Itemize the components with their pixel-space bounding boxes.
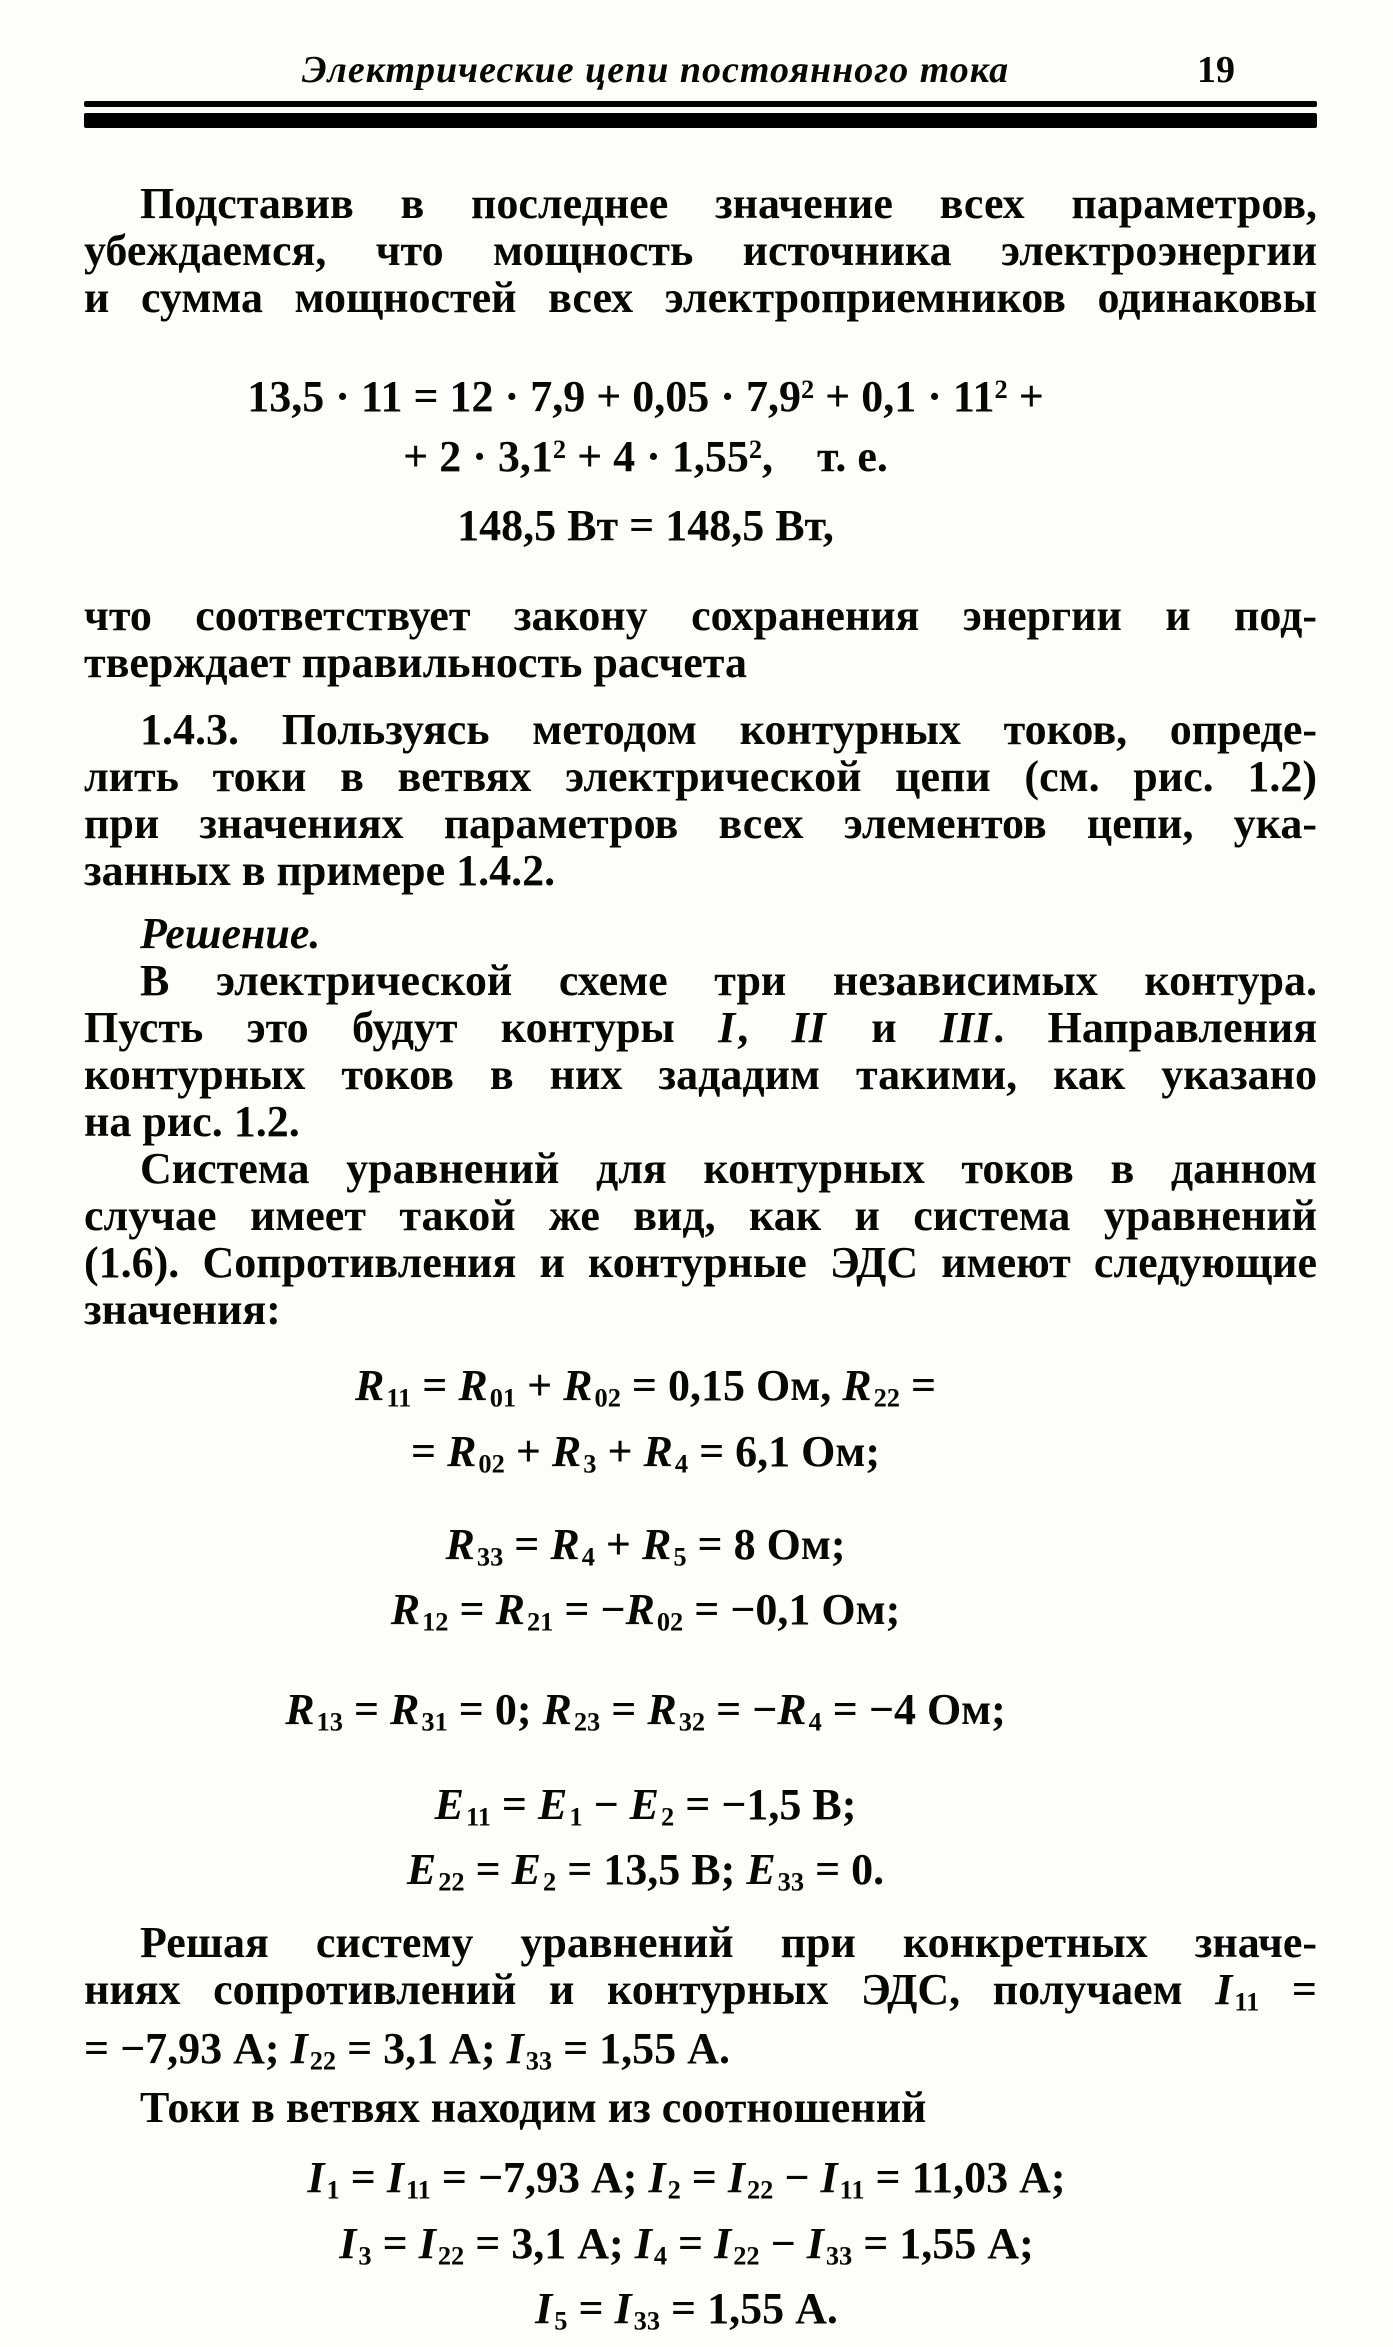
- equation-r11-r22: [84, 1359, 1317, 1490]
- text-line: = $R_{02} + R_3 + R_4 = 6,1$ Ом;: [410, 1426, 881, 1479]
- paragraph-energy-conservation: [84, 592, 1317, 686]
- text-line: $R_{33} = R_4 + R_5 = 8$ Ом;: [445, 1520, 846, 1572]
- text-line: Токи в ветвях находим из соотношений: [140, 2083, 927, 2133]
- paragraph-equation-system: [84, 1145, 1317, 1333]
- text-line: Решение.: [140, 909, 321, 959]
- solution-label: [84, 910, 1317, 957]
- text-line: Система уравнений для контурных токов в данном: [140, 1144, 1317, 1194]
- equation-contour-emf: [84, 1778, 1317, 1909]
- equation-r13-r23: [84, 1683, 1317, 1748]
- text-line: $R_{13} = R_{31} = 0$; $R_{23} = R_{32} = -R_4 = -4$ Ом;: [285, 1684, 1006, 1737]
- text-line: лить токи в ветвях электрической цепи (см. рис. 1.2): [84, 752, 1317, 802]
- text-line: $R_{11} = R_{01} + R_{02} = 0,15$ Ом, $R_{22}$ =: [354, 1361, 937, 1413]
- text-line: (1.6). Сопротивления и контурные ЭДС имеют следующие: [84, 1238, 1317, 1288]
- text-line: = −7,93 А; $I_{22} = 3,1$ А; $I_{33} = 1,55$ А.: [84, 2024, 730, 2076]
- header-rule-thin: [84, 101, 1317, 107]
- text-line: $I_1 = I_{11} = -7,93$ А; $I_2 = I_{22} - I_{11} = 11,03$ А;: [307, 2153, 1066, 2205]
- text-line: $13,5 \cdot 11 = 12 \cdot 7,9 + 0,05 \cdot 7,9^2 + 0,1 \cdot 11^2$ +: [247, 372, 1044, 422]
- text-line: тверждает правильность расчета: [84, 638, 747, 688]
- paragraph-problem-1-4-3: [84, 706, 1317, 894]
- text-line: что соответствует закону сохранения энергии и под-: [84, 591, 1317, 641]
- header-rule-thick: [84, 113, 1317, 128]
- paragraph-three-contours: [84, 957, 1317, 1145]
- equation-branch-currents: [84, 2151, 1317, 2347]
- text-line: убеждаемся, что мощность источника электроэнергии: [84, 226, 1317, 275]
- text-line: + $2 \cdot 3,1^2 + 4 \cdot 1,55^2$, т. е.: [403, 432, 888, 482]
- text-line: Подставив в последнее значение всех параметров,: [140, 179, 1317, 228]
- text-line: $I_3 = I_{22} = 3,1$ А; $I_4 = I_{22} - I_{33} = 1,55$ А;: [339, 2218, 1034, 2270]
- text-line: на рис. 1.2.: [84, 1097, 300, 1147]
- text-line: 1.4.3. Пользуясь методом контурных токов, опреде-: [140, 705, 1317, 755]
- paragraph-solving-system: [84, 1919, 1317, 2085]
- text-line: ниях сопротивлений и контурных ЭДС, получаем $I_{11}$ =: [84, 1964, 1317, 2016]
- text-line: случае имеет такой же вид, как и система уравнений: [84, 1191, 1317, 1241]
- equation-r33-r12: [84, 1518, 1317, 1649]
- text-line: Пусть это будут контуры I, II и III. Направления: [84, 1003, 1317, 1053]
- text-line: $I_5 = I_{33} = 1,55$ А.: [535, 2283, 838, 2336]
- running-head: Электрические цепи постоянного тока: [301, 49, 1010, 91]
- text-line: занных в примере 1.4.2.: [84, 846, 556, 896]
- text-line: $R_{12} = R_{21} = -R_{02} = -0,1$ Ом;: [390, 1585, 901, 1637]
- text-line: контурных токов в них зададим такими, как указано: [84, 1050, 1317, 1100]
- page-number: 19: [1197, 49, 1235, 91]
- text-line: 148,5 Вт = 148,5 Вт,: [457, 501, 834, 551]
- text-line: при значениях параметров всех элементов цепи, ука-: [84, 799, 1317, 849]
- paragraph-branch-currents-intro: [84, 2084, 1317, 2131]
- text-line: Решая систему уравнений при конкретных значе-: [140, 1917, 1317, 1967]
- equation-power-balance: [84, 363, 1317, 552]
- text-line: $E_{11} = E_1 - E_2 = -1,5$ В;: [434, 1780, 857, 1832]
- text-line: значения:: [84, 1285, 281, 1335]
- text-line: В электрической схеме три независимых контура.: [140, 956, 1317, 1006]
- page-header: [84, 48, 1317, 92]
- text-line: и сумма мощностей всех электроприемников одинаковы: [84, 273, 1317, 322]
- text-line: $E_{22} = E_2 = 13,5$ В; $E_{33} = 0$.: [406, 1845, 885, 1897]
- paragraph-power-balance-intro: [84, 180, 1317, 321]
